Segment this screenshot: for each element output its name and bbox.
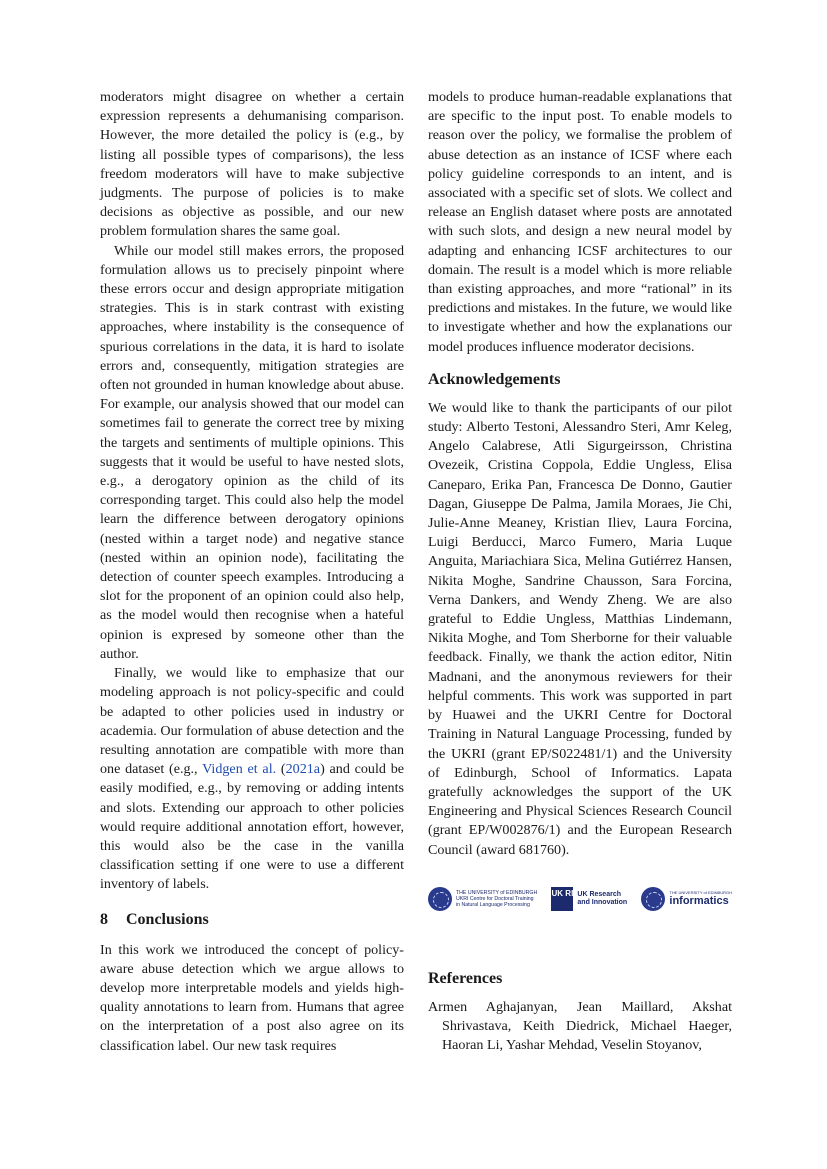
logo-text-line: THE UNIVERSITY of EDINBURGH bbox=[669, 890, 732, 896]
funder-logos bbox=[428, 882, 732, 916]
paragraph-text: Finally, we would like to emphasize that our modeling approach is not policy-specific and could be adapted to other policies used in industry or academia. Our formulation of abuse detection and the resulting annotation are compatible with more than one dataset (e.g., bbox=[100, 665, 404, 778]
logo-text-line: informatics bbox=[669, 895, 729, 908]
ukri-logo bbox=[551, 887, 627, 911]
section-number: 8 bbox=[100, 910, 108, 928]
logo-text-line: THE UNIVERSITY of EDINBURGH bbox=[456, 889, 538, 896]
conclusions-paragraph: In this work we introduced the concept of policy-aware abuse detection which we argue allows to develop more interpretable models and yields high-quality annotations to learn from. Humans that agree on the interpretation of a post also agree on its classification label. Our new task requires bbox=[100, 941, 404, 1054]
logo-text-line: and Innovation bbox=[577, 898, 628, 906]
references-heading: References bbox=[428, 969, 503, 987]
left-column bbox=[100, 88, 404, 1056]
acknowledgements-heading: Acknowledgements bbox=[428, 370, 561, 388]
edinburgh-crest-icon bbox=[641, 887, 665, 911]
logo-text-line: UK Research bbox=[577, 890, 621, 898]
discussion-paragraph-3: Finally, we would like to emphasize that our modeling approach is not policy-specific and could be adapted to other policies used in industry or academia. Our formulation of abuse detection and the resulting annotation are compatible with more than one dataset (e.g., Vidgen et al. (2021a) and could be easily modified, e.g., by removing or adding intents and slots. Extending our approach to other policies would require additional annotation effort, however, this would also be the case in the vanilla classification setting if one were to use a different inventory of labels. bbox=[100, 665, 405, 893]
edinburgh-cdt-logo bbox=[428, 887, 537, 911]
paragraph-text: ) and could be easily modified, e.g., by removing or adding intents and slots. Extending our approach to other policies would require additional annotation effort, however, this would also be the case in the vanilla classification setting if one were to use a different inventory of labels. bbox=[100, 761, 405, 893]
discussion-paragraph-1: moderators might disagree on whether a certain expression represents a dehumanising comparison. However, the more detailed the policy is (e.g., by listing all possible types of comparisons), the less freedom moderators will have to make subjective judgments. The purpose of policies is to make decisions as objective as possible, and our new problem formulation shares the same goal. bbox=[100, 89, 404, 240]
right-column bbox=[428, 88, 732, 1055]
edinburgh-crest-icon bbox=[428, 887, 452, 911]
reference-entry: Armen Aghajanyan, Jean Maillard, Akshat Shrivastava, Keith Diedrick, Michael Haeger, Haoran Li, Yashar Mehdad, Veselin Stoyanov, bbox=[428, 998, 732, 1054]
acknowledgements-paragraph: We would like to thank the participants of our pilot study: Alberto Testoni, Alessandro Steri, Amr Keleg, Angelo Calabrese, Atli Sigurgeirsson, Christina Ovezeik, Cristina Coppola, Eddie Ungless, Elisa Caneparo, Erika Pan, Francesca De Donno, Gautier Dagan, Giuseppe De Palma, Jamila Moraes, Jie Chi, Julie-Anne Meaney, Kristian Iliev, Laura Forcina, Luigi Berducci, Marco Fumero, Maria Luque Anguita, Mariachiara Sica, Melina Gutiérrez Hansen, Nikita Moghe, Sandrine Chausson, Sara Forcina, Verna Dankers, and Wendy Zheng. We are also grateful to Eddie Ungless, Matthias Lindemann, Nikita Moghe, and Tom Sherborne for their valuable feedback. Finally, we thank the action editor, Nitin Madnani, and the anonymous reviewers for their helpful comments. This work was supported in part by Huawei and the UKRI Centre for Doctoral Training in Natural Language Processing, funded by the UKRI (grant EP/S022481/1) and the University of Edinburgh, School of Informatics. Lapata gratefully acknowledges the support of the UK Engineering and Physical Sciences Research Council (grant EP/W002876/1) and the European Research Council (award 681760). bbox=[428, 399, 732, 858]
citation-link-author[interactable]: Vidgen et al. bbox=[202, 761, 277, 778]
discussion-paragraph-2: While our model still makes errors, the proposed formulation allows us to precisely pinpoint where these errors occur and design appropriate mitigation strategies. This is in stark contrast with existing approaches, where instability is the consequence of spurious correlations in the data, it is hard to isolate errors and, consequently, mitigation strategies are often not grounded in human knowledge about abuse. For example, our analysis showed that our model can sometimes fail to generate the correct tree by mixing the targets and sentiments of multiple opinions. This suggests that it would be useful to have nested slots, e.g., a derogatory opinion as the child of its corresponding target. This could also help the model learn the difference between derogatory opinions (nested within a target node) and negative stance (nested within an opinion node), facilitating the detection of counter speech examples. Introducing a slot for the proponent of an opinion could also help, as the model would then recognise when a hateful opinion is expresed by someone other than the author. bbox=[100, 242, 404, 662]
informatics-logo bbox=[641, 887, 732, 911]
citation-link-year[interactable]: 2021a bbox=[285, 761, 321, 778]
logo-text-line: UKRI Centre for Doctoral Training bbox=[456, 895, 534, 902]
ukri-mark-icon: UK RI bbox=[551, 887, 573, 911]
logo-text-line: in Natural Language Processing bbox=[456, 901, 530, 908]
conclusions-continued-paragraph: models to produce human-readable explanations that are specific to the input post. To enable models to reason over the policy, we formalise the problem of abuse detection as an instance of ICSF where each policy guideline corresponds to an intent, and is associated with a specific set of slots. We collect and release an English dataset where posts are annotated with such slots, and design a new neural model by adapting and enhancing ICSF architectures to our domain. The result is a model which is more reliable than existing approaches, and more “rational” in its predictions and mistakes. In the future, we would like to investigate whether and how the explanations our model produces influence moderator decisions. bbox=[428, 89, 732, 355]
section-heading-conclusions bbox=[100, 909, 404, 931]
section-title: Conclusions bbox=[126, 910, 209, 928]
